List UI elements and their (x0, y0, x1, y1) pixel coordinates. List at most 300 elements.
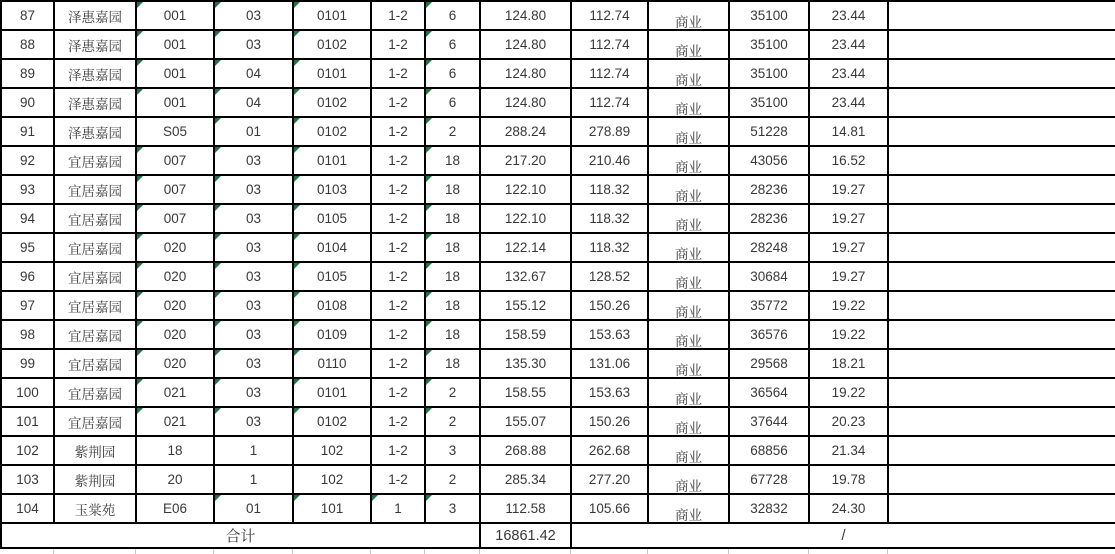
cell-area-presale[interactable] (480, 1, 571, 30)
cell-text: 商业 (675, 449, 702, 465)
cell-floor-range[interactable] (371, 436, 425, 465)
cell-usage[interactable] (648, 494, 729, 523)
cell-count[interactable] (425, 30, 480, 59)
cell-floor-range[interactable] (371, 494, 425, 523)
cell-row-number[interactable] (1, 494, 54, 523)
cell-area-measured[interactable] (571, 146, 648, 175)
cell-text: 宜居嘉园 (68, 415, 122, 431)
cell-unit-price[interactable] (729, 465, 809, 494)
cell-ratio[interactable] (809, 378, 888, 407)
cell-count[interactable] (425, 146, 480, 175)
cell-row-number[interactable] (1, 378, 54, 407)
cell-area-presale[interactable] (480, 88, 571, 117)
cell-unit-price[interactable] (729, 320, 809, 349)
cell-area-measured[interactable] (571, 88, 648, 117)
cell-row-number[interactable] (1, 117, 54, 146)
cell-usage[interactable] (648, 233, 729, 262)
cell-text: 132.67 (504, 269, 547, 284)
cell-empty[interactable] (888, 146, 1115, 175)
cell-empty[interactable] (888, 436, 1115, 465)
cell-ratio[interactable] (809, 59, 888, 88)
cell-unit-price[interactable] (729, 378, 809, 407)
cell-row-number[interactable] (1, 349, 54, 378)
cell-floor-range[interactable] (371, 1, 425, 30)
total-area-value: 16861.42 (495, 527, 556, 544)
cell-unit-no[interactable] (214, 349, 293, 378)
cell-text: 03 (245, 153, 262, 168)
cell-floor-range[interactable] (371, 291, 425, 320)
cell-unit-no[interactable] (214, 262, 293, 291)
cell-community-name[interactable] (54, 407, 136, 436)
cell-room-no[interactable] (293, 494, 371, 523)
cell-room-no[interactable] (293, 291, 371, 320)
cell-usage[interactable] (648, 262, 729, 291)
cell-floor-range[interactable] (371, 349, 425, 378)
cell-room-no[interactable] (293, 436, 371, 465)
cell-unit-no[interactable] (214, 233, 293, 262)
cell-area-measured[interactable] (571, 320, 648, 349)
number-stored-as-text-indicator-icon (294, 118, 300, 124)
cell-community-name[interactable] (54, 88, 136, 117)
cell-unit-price[interactable] (729, 407, 809, 436)
cell-row-number[interactable] (1, 30, 54, 59)
cell-ratio[interactable] (809, 291, 888, 320)
cell-empty[interactable] (888, 175, 1115, 204)
cell-empty[interactable] (888, 378, 1115, 407)
cell-floor-range[interactable] (371, 378, 425, 407)
cell-area-measured[interactable] (571, 436, 648, 465)
cell-room-no[interactable] (293, 30, 371, 59)
cell-count[interactable] (425, 233, 480, 262)
cell-unit-price[interactable] (729, 59, 809, 88)
cell-text: 0110 (317, 356, 347, 371)
cell-room-no[interactable] (293, 262, 371, 291)
cell-building-no[interactable] (136, 1, 214, 30)
cell-text: 商业 (675, 304, 702, 320)
cell-unit-no[interactable] (214, 465, 293, 494)
cell-text: 122.10 (504, 211, 547, 226)
cell-text: 宜居嘉园 (68, 386, 122, 402)
cell-community-name[interactable] (54, 1, 136, 30)
cell-empty[interactable] (888, 233, 1115, 262)
cell-area-presale[interactable] (480, 320, 571, 349)
cell-count[interactable] (425, 349, 480, 378)
cell-text: 03 (245, 182, 262, 197)
cell-unit-no[interactable] (214, 436, 293, 465)
cell-room-no[interactable] (293, 465, 371, 494)
cell-text: 0103 (316, 182, 348, 197)
cell-unit-no[interactable] (214, 291, 293, 320)
cell-row-number[interactable] (1, 204, 54, 233)
cell-count[interactable] (425, 204, 480, 233)
cell-empty[interactable] (888, 349, 1115, 378)
cell-text: 0102 (316, 124, 348, 139)
cell-room-no[interactable] (293, 204, 371, 233)
cell-unit-no[interactable] (214, 59, 293, 88)
total-slash-cell[interactable] (571, 523, 1115, 548)
cell-ratio[interactable] (809, 175, 888, 204)
cell-unit-price[interactable] (729, 291, 809, 320)
cell-building-no[interactable] (136, 349, 214, 378)
cell-room-no[interactable] (293, 146, 371, 175)
cell-area-presale[interactable] (480, 465, 571, 494)
cell-text: 商业 (675, 188, 702, 204)
cell-text: 007 (163, 211, 187, 226)
cell-row-number[interactable] (1, 1, 54, 30)
cell-count[interactable] (425, 117, 480, 146)
cell-row-number[interactable] (1, 146, 54, 175)
cell-area-presale[interactable] (480, 204, 571, 233)
cell-area-measured[interactable] (571, 1, 648, 30)
cell-building-no[interactable] (136, 436, 214, 465)
cell-count[interactable] (425, 262, 480, 291)
cell-text: 131.06 (588, 356, 631, 371)
cell-community-name[interactable] (54, 291, 136, 320)
cell-unit-price[interactable] (729, 88, 809, 117)
cell-count[interactable] (425, 88, 480, 117)
cell-floor-range[interactable] (371, 88, 425, 117)
cell-area-measured[interactable] (571, 233, 648, 262)
cell-floor-range[interactable] (371, 320, 425, 349)
cell-text: 30684 (750, 269, 788, 284)
cell-text: 宜居嘉园 (68, 212, 122, 228)
cell-count[interactable] (425, 320, 480, 349)
cell-usage[interactable] (648, 117, 729, 146)
cell-building-no[interactable] (136, 291, 214, 320)
cell-room-no[interactable] (293, 407, 371, 436)
cell-count[interactable] (425, 291, 480, 320)
cell-row-number[interactable] (1, 88, 54, 117)
cell-building-no[interactable] (136, 59, 214, 88)
table-row (1, 320, 1115, 349)
cell-text: 商业 (675, 43, 702, 59)
cell-room-no[interactable] (293, 378, 371, 407)
cell-area-presale[interactable] (480, 233, 571, 262)
cell-room-no[interactable] (293, 233, 371, 262)
cell-area-measured[interactable] (571, 465, 648, 494)
cell-ratio[interactable] (809, 465, 888, 494)
cell-count[interactable] (425, 494, 480, 523)
cell-unit-no[interactable] (214, 1, 293, 30)
cell-area-measured[interactable] (571, 117, 648, 146)
cell-text: 03 (245, 414, 262, 429)
cell-community-name[interactable] (54, 30, 136, 59)
cell-ratio[interactable] (809, 146, 888, 175)
cell-unit-no[interactable] (214, 378, 293, 407)
cell-ratio[interactable] (809, 436, 888, 465)
cell-building-no[interactable] (136, 117, 214, 146)
cell-ratio[interactable] (809, 407, 888, 436)
cell-unit-no[interactable] (214, 175, 293, 204)
total-row (1, 523, 1115, 548)
cell-empty[interactable] (888, 465, 1115, 494)
total-label-cell[interactable] (1, 523, 480, 548)
cell-text: 19.27 (831, 182, 866, 197)
cell-unit-no[interactable] (214, 407, 293, 436)
cell-community-name[interactable] (54, 378, 136, 407)
cell-usage[interactable] (648, 30, 729, 59)
cell-text: 001 (163, 95, 187, 110)
cell-row-number[interactable] (1, 436, 54, 465)
cell-area-presale[interactable] (480, 262, 571, 291)
cell-empty[interactable] (888, 320, 1115, 349)
cell-community-name[interactable] (54, 117, 136, 146)
cell-area-presale[interactable] (480, 30, 571, 59)
cell-count[interactable] (425, 436, 480, 465)
cell-floor-range[interactable] (371, 465, 425, 494)
cell-area-presale[interactable] (480, 146, 571, 175)
cell-area-measured[interactable] (571, 30, 648, 59)
cell-floor-range[interactable] (371, 233, 425, 262)
number-stored-as-text-indicator-icon (426, 495, 432, 501)
cell-empty[interactable] (888, 59, 1115, 88)
cell-text: 商业 (675, 217, 702, 233)
cell-floor-range[interactable] (371, 204, 425, 233)
cell-ratio[interactable] (809, 117, 888, 146)
cell-text: 03 (245, 385, 262, 400)
cell-building-no[interactable] (136, 407, 214, 436)
cell-building-no[interactable] (136, 465, 214, 494)
cell-row-number[interactable] (1, 465, 54, 494)
cell-text: 18 (444, 211, 461, 226)
cell-community-name[interactable] (54, 204, 136, 233)
cell-area-measured[interactable] (571, 291, 648, 320)
cell-empty[interactable] (888, 262, 1115, 291)
cell-row-number[interactable] (1, 233, 54, 262)
cell-building-no[interactable] (136, 204, 214, 233)
number-stored-as-text-indicator-icon (137, 60, 143, 66)
cell-text: 商业 (675, 130, 702, 146)
cell-community-name[interactable] (54, 465, 136, 494)
cell-unit-price[interactable] (729, 117, 809, 146)
cell-text: 1-2 (388, 443, 408, 458)
cell-building-no[interactable] (136, 175, 214, 204)
cell-text: 020 (163, 298, 187, 313)
cell-usage[interactable] (648, 59, 729, 88)
cell-text: 158.55 (504, 385, 547, 400)
cell-community-name[interactable] (54, 262, 136, 291)
cell-building-no[interactable] (136, 378, 214, 407)
cell-community-name[interactable] (54, 494, 136, 523)
cell-text: 105.66 (588, 501, 631, 516)
cell-text: 122.10 (504, 182, 547, 197)
cell-usage[interactable] (648, 349, 729, 378)
cell-community-name[interactable] (54, 59, 136, 88)
cell-floor-range[interactable] (371, 59, 425, 88)
cell-area-measured[interactable] (571, 494, 648, 523)
cell-unit-price[interactable] (729, 30, 809, 59)
cell-unit-no[interactable] (214, 88, 293, 117)
cell-usage[interactable] (648, 146, 729, 175)
cell-community-name[interactable] (54, 436, 136, 465)
cell-ratio[interactable] (809, 349, 888, 378)
cell-text: 51228 (750, 124, 788, 139)
cell-text: 158.59 (504, 327, 547, 342)
cell-area-measured[interactable] (571, 262, 648, 291)
cell-row-number[interactable] (1, 59, 54, 88)
cell-ratio[interactable] (809, 30, 888, 59)
cell-unit-price[interactable] (729, 349, 809, 378)
cell-area-measured[interactable] (571, 407, 648, 436)
cell-unit-price[interactable] (729, 494, 809, 523)
cell-text: 1 (249, 472, 258, 487)
cell-room-no[interactable] (293, 1, 371, 30)
cell-unit-price[interactable] (729, 262, 809, 291)
cell-room-no[interactable] (293, 320, 371, 349)
cell-building-no[interactable] (136, 233, 214, 262)
cell-ratio[interactable] (809, 262, 888, 291)
cell-room-no[interactable] (293, 349, 371, 378)
cell-community-name[interactable] (54, 146, 136, 175)
cell-usage[interactable] (648, 204, 729, 233)
cell-room-no[interactable] (293, 175, 371, 204)
cell-text: 24.30 (831, 501, 866, 516)
cell-usage[interactable] (648, 88, 729, 117)
cell-area-presale[interactable] (480, 349, 571, 378)
cell-text: 007 (163, 153, 187, 168)
cell-usage[interactable] (648, 320, 729, 349)
cell-ratio[interactable] (809, 88, 888, 117)
cell-unit-price[interactable] (729, 1, 809, 30)
cell-empty[interactable] (888, 204, 1115, 233)
cell-text: 0101 (316, 385, 348, 400)
cell-count[interactable] (425, 378, 480, 407)
cell-area-presale[interactable] (480, 291, 571, 320)
cell-usage[interactable] (648, 378, 729, 407)
cell-usage[interactable] (648, 1, 729, 30)
table-row (1, 349, 1115, 378)
cell-floor-range[interactable] (371, 146, 425, 175)
number-stored-as-text-indicator-icon (426, 2, 432, 8)
cell-unit-price[interactable] (729, 436, 809, 465)
cell-community-name[interactable] (54, 233, 136, 262)
cell-empty[interactable] (888, 117, 1115, 146)
cell-text: 1-2 (388, 269, 408, 284)
cell-count[interactable] (425, 175, 480, 204)
cell-room-no[interactable] (293, 88, 371, 117)
cell-community-name[interactable] (54, 320, 136, 349)
cell-text: 03 (245, 356, 262, 371)
cell-text: 2 (448, 414, 457, 429)
cell-area-presale[interactable] (480, 436, 571, 465)
cell-area-measured[interactable] (571, 378, 648, 407)
cell-empty[interactable] (888, 30, 1115, 59)
cell-building-no[interactable] (136, 88, 214, 117)
cell-building-no[interactable] (136, 494, 214, 523)
cell-count[interactable] (425, 465, 480, 494)
cell-empty[interactable] (888, 1, 1115, 30)
cell-usage[interactable] (648, 436, 729, 465)
cell-community-name[interactable] (54, 349, 136, 378)
cell-floor-range[interactable] (371, 30, 425, 59)
cell-row-number[interactable] (1, 262, 54, 291)
cell-floor-range[interactable] (371, 262, 425, 291)
cell-text: 商业 (675, 507, 702, 523)
number-stored-as-text-indicator-icon (426, 205, 432, 211)
cell-area-presale[interactable] (480, 117, 571, 146)
table-row (1, 291, 1115, 320)
cell-unit-price[interactable] (729, 233, 809, 262)
cell-empty[interactable] (888, 494, 1115, 523)
cell-building-no[interactable] (136, 30, 214, 59)
cell-unit-no[interactable] (214, 320, 293, 349)
cell-text: 1-2 (388, 414, 408, 429)
cell-room-no[interactable] (293, 117, 371, 146)
cell-count[interactable] (425, 59, 480, 88)
cell-empty[interactable] (888, 407, 1115, 436)
cell-community-name[interactable] (54, 175, 136, 204)
cell-row-number[interactable] (1, 407, 54, 436)
table-body (1, 1, 1115, 523)
cell-area-presale[interactable] (480, 175, 571, 204)
cell-empty[interactable] (888, 88, 1115, 117)
cell-area-presale[interactable] (480, 378, 571, 407)
cell-floor-range[interactable] (371, 117, 425, 146)
cell-area-measured[interactable] (571, 59, 648, 88)
cell-building-no[interactable] (136, 146, 214, 175)
cell-row-number[interactable] (1, 320, 54, 349)
cell-ratio[interactable] (809, 233, 888, 262)
cell-area-measured[interactable] (571, 204, 648, 233)
cell-usage[interactable] (648, 175, 729, 204)
cell-ratio[interactable] (809, 1, 888, 30)
cell-text: 1-2 (388, 240, 408, 255)
cell-text: 155.12 (504, 298, 547, 313)
cell-unit-no[interactable] (214, 494, 293, 523)
cell-unit-no[interactable] (214, 146, 293, 175)
cell-room-no[interactable] (293, 59, 371, 88)
cell-usage[interactable] (648, 465, 729, 494)
number-stored-as-text-indicator-icon (137, 263, 143, 269)
cell-ratio[interactable] (809, 494, 888, 523)
cell-text: 128.52 (588, 269, 631, 284)
cell-ratio[interactable] (809, 204, 888, 233)
cell-row-number[interactable] (1, 175, 54, 204)
cell-unit-no[interactable] (214, 204, 293, 233)
cell-usage[interactable] (648, 407, 729, 436)
number-stored-as-text-indicator-icon (215, 176, 221, 182)
cell-area-measured[interactable] (571, 349, 648, 378)
cell-text: 宜居嘉园 (68, 183, 122, 199)
cell-building-no[interactable] (136, 262, 214, 291)
number-stored-as-text-indicator-icon (215, 292, 221, 298)
number-stored-as-text-indicator-icon (294, 263, 300, 269)
cell-area-presale[interactable] (480, 407, 571, 436)
cell-area-presale[interactable] (480, 494, 571, 523)
cell-empty[interactable] (888, 291, 1115, 320)
cell-unit-price[interactable] (729, 204, 809, 233)
table-row (1, 146, 1115, 175)
cell-count[interactable] (425, 1, 480, 30)
cell-text: 021 (163, 414, 187, 429)
cell-text: 001 (163, 66, 187, 81)
cell-floor-range[interactable] (371, 175, 425, 204)
cell-ratio[interactable] (809, 320, 888, 349)
cell-row-number[interactable] (1, 291, 54, 320)
cell-unit-no[interactable] (214, 117, 293, 146)
cell-count[interactable] (425, 407, 480, 436)
cell-building-no[interactable] (136, 320, 214, 349)
cell-floor-range[interactable] (371, 407, 425, 436)
total-area-cell[interactable] (480, 523, 571, 548)
cell-unit-price[interactable] (729, 175, 809, 204)
cell-text: 16.52 (831, 153, 866, 168)
cell-area-presale[interactable] (480, 59, 571, 88)
cell-unit-no[interactable] (214, 30, 293, 59)
cell-usage[interactable] (648, 291, 729, 320)
cell-unit-price[interactable] (729, 146, 809, 175)
cell-area-measured[interactable] (571, 175, 648, 204)
